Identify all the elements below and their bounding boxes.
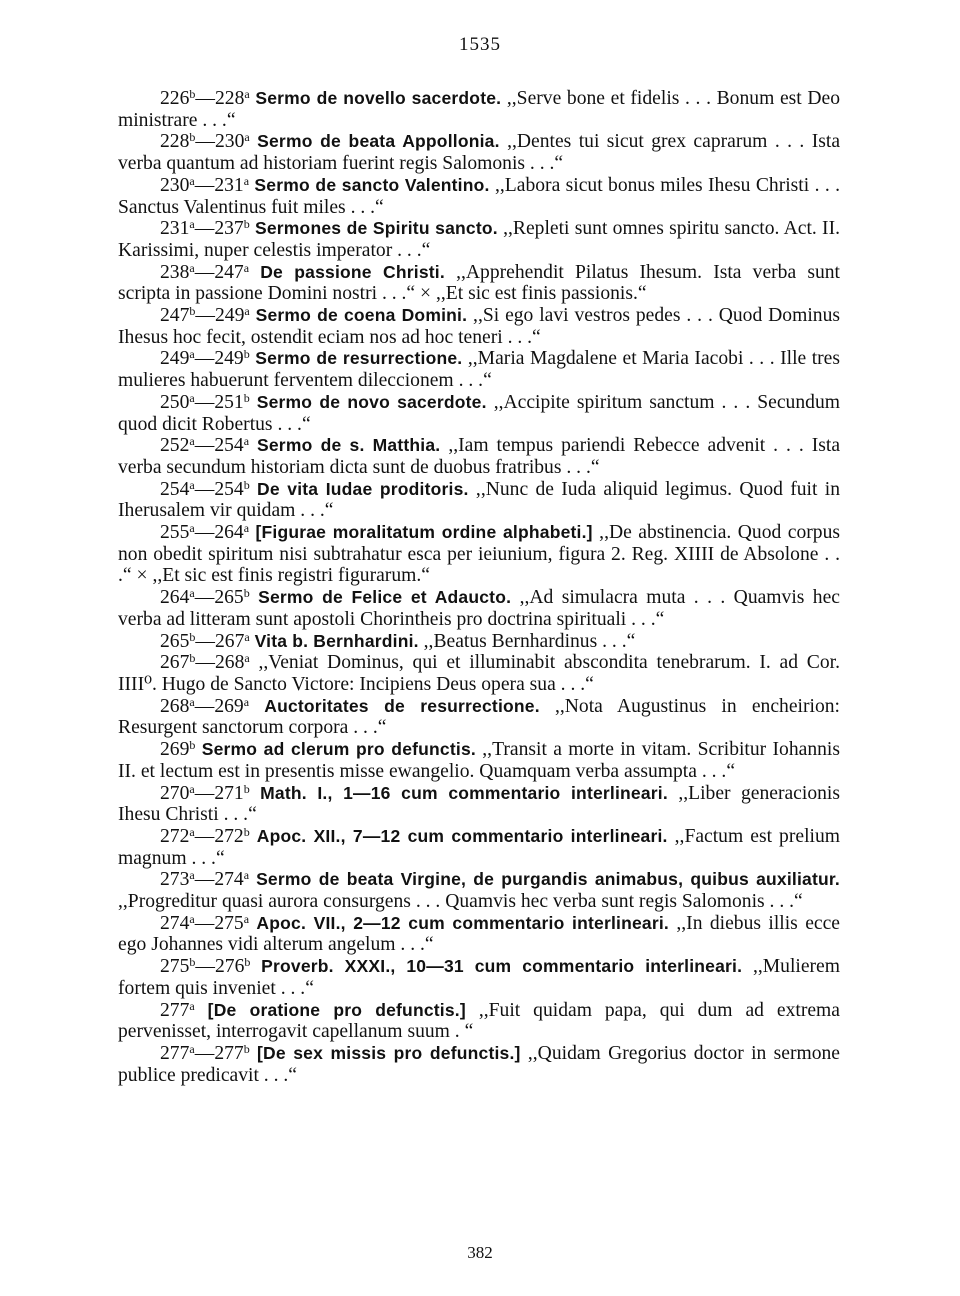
folio-range: 264$^a$—265$^b$ <box>160 586 250 609</box>
folio-number: 272 <box>214 825 244 847</box>
folio-number: 254 <box>160 478 190 500</box>
folio-range: 250$^a$—251$^b$ <box>160 390 250 413</box>
entry-title: De passione Christi. <box>260 261 445 282</box>
folio-range: 273$^a$—274$^a$ <box>160 868 250 891</box>
catalog-entry <box>118 587 840 630</box>
entry-incipit: ,,Iam tempus pariendi Rebecce advenit . . . Ista verba secundum historiam dicta sunt de duobus fratribus . . .“ <box>118 435 841 478</box>
entry-incipit: ,,Accipite spiritum sanctum . . . Secundum quod dicit Robertus . . .“ <box>118 391 840 435</box>
entry-title: [Figurae moralitatum ordine alphabeti.] <box>255 522 593 543</box>
folio-side: b <box>243 1041 250 1056</box>
folio-side: b <box>243 586 250 601</box>
entry-incipit: ,,Transit a morte in vitam. Scribitur Iohannis II. et lectum est in presentis misse ewangelio. Quamquam verba assumpta . . .“ <box>118 739 840 782</box>
folio-number: 273 <box>160 869 190 891</box>
entry-title: Sermo de novello sacerdote. <box>255 88 502 108</box>
folio-range: 231$^a$—237$^b$ <box>160 217 250 240</box>
folio-number: 268 <box>214 652 245 674</box>
catalog-entry <box>118 739 840 782</box>
catalog-entry <box>118 869 840 912</box>
entry-title: Apoc. VII., 2—12 cum commentario interlineari. <box>256 912 669 933</box>
folio-side: b <box>243 217 250 232</box>
folio-number: 267 <box>214 630 245 652</box>
folio-range: 247$^b$—249$^a$ <box>160 304 250 327</box>
folio-side: a <box>189 998 195 1013</box>
entry-incipit: ,,Apprehendit Pilatus Ihesum. Ista verba sunt scripta in passione Domini nostri . . .“ × ,,Et sic est finis passionis.“ <box>118 261 840 305</box>
catalog-entry <box>118 913 840 956</box>
folio-number: 264 <box>214 522 244 544</box>
entry-incipit: ,,Serve bone et fidelis . . . Bonum est Deo ministrare . . .“ <box>118 88 840 131</box>
folio-side: a <box>244 629 250 644</box>
folio-number: 274 <box>160 912 190 934</box>
entry-incipit: ,,Liber generacionis Ihesu Christi . . .“ <box>118 782 840 826</box>
folio-side: a <box>244 130 250 145</box>
entry-incipit: ,,Labora sicut bonus miles Ihesu Christi . . . Sanctus Valentinus fuit miles . . .“ <box>118 174 841 218</box>
folio-number: 269 <box>160 739 190 761</box>
catalog-entry <box>118 631 840 653</box>
catalog-entry <box>118 88 840 131</box>
folio-side: b <box>243 347 250 362</box>
folio-side: a <box>189 781 195 796</box>
folio-side: a <box>189 477 195 492</box>
folio-range: 226$^b$—228$^a$ <box>160 87 250 109</box>
folio-side: a <box>243 434 250 449</box>
catalog-entry <box>118 652 840 695</box>
folio-range: 270$^a$—271$^b$ <box>160 781 250 804</box>
entry-title: Apoc. XII., 7—12 cum commentario interlineari. <box>256 825 668 846</box>
entry-incipit: ,,Si ego lavi vestros pedes . . . Quod Dominus Ihesus hoc fecit, ostendit eciam nos ad hoc teneri . . .“ <box>118 305 840 348</box>
folio-side: a <box>243 521 250 536</box>
folio-number: 231 <box>160 218 190 240</box>
folio-number: 267 <box>160 652 190 674</box>
catalog-entry <box>118 1000 840 1043</box>
folio-number: 254 <box>214 435 244 457</box>
entry-title: Sermo de novo sacerdote. <box>256 391 487 412</box>
folio-number: 251 <box>214 391 244 413</box>
folio-side: a <box>244 304 250 319</box>
catalog-entry <box>118 218 840 261</box>
folio-number: 249 <box>214 305 245 327</box>
catalog-entry <box>118 435 840 478</box>
entry-title: Proverb. XXXI., 10—31 cum commentario interlineari. <box>261 956 743 977</box>
folio-number: 247 <box>160 305 190 327</box>
folio-number: 249 <box>214 348 244 370</box>
entry-title: Sermo de resurrectione. <box>255 348 463 369</box>
folio-range: 252$^a$—254$^a$ <box>160 434 250 457</box>
folio-number: 230 <box>160 174 190 196</box>
folio-number: 265 <box>214 587 244 609</box>
folio-range: 268$^a$—269$^a$ <box>160 694 250 717</box>
folio-side: a <box>189 173 195 188</box>
entry-title: De vita Iudae proditoris. <box>257 478 469 499</box>
folio-side: b <box>189 130 196 145</box>
catalog-entry <box>118 175 840 218</box>
folio-number: 277 <box>160 1042 190 1064</box>
folio-range: 255$^a$—264$^a$ <box>160 521 250 544</box>
catalog-entry <box>118 262 840 305</box>
folio-range: 249$^a$—249$^b$ <box>160 347 250 370</box>
folio-side: a <box>189 521 195 536</box>
folio-side: b <box>189 651 196 666</box>
entry-incipit: ,,Progreditur quasi aurora consurgens . . . Quamvis hec verba sunt regis Salomonis . . .“ <box>118 891 803 913</box>
entry-title: Sermo de beata Appollonia. <box>257 131 500 152</box>
folio-side: b <box>243 477 250 492</box>
folio-side: a <box>189 347 195 362</box>
folio-side: a <box>243 911 250 926</box>
folio-number: 249 <box>160 348 190 370</box>
folio-number: 228 <box>160 131 190 153</box>
folio-number: 271 <box>214 782 244 804</box>
entry-incipit: ,,De abstinencia. Quod corpus non obedit spiritum nisi subtrahatur esca per ieiunium, figura 2. Reg. XIIII de Absolone . . .“ × ,,Et sic est finis registri figurarum.“ <box>118 522 840 587</box>
catalog-entries <box>118 88 840 1086</box>
folio-range: 267$^b$—268$^a$ <box>160 651 250 674</box>
entry-title: Auctoritates de resurrectione. <box>264 695 540 716</box>
folio-side: a <box>243 173 250 188</box>
folio-number: 238 <box>160 261 190 283</box>
folio-side: b <box>189 629 196 644</box>
folio-side: a <box>189 1041 195 1056</box>
folio-side: b <box>243 781 250 796</box>
folio-range: 275$^b$—276$^b$ <box>160 955 251 978</box>
folio-side: a <box>243 260 250 275</box>
folio-range: 228$^b$—230$^a$ <box>160 130 250 153</box>
folio-side: a <box>243 868 250 883</box>
catalog-entry <box>118 783 840 826</box>
folio-side: b <box>189 738 196 753</box>
entry-incipit: ,,In diebus illis ecce ego Johannes vidi alterum angelum . . .“ <box>118 912 840 956</box>
folio-range: 265$^b$—267$^a$ <box>160 629 250 652</box>
entry-title: Sermo ad clerum pro defunctis. <box>201 739 476 760</box>
folio-side: b <box>189 304 196 319</box>
entry-incipit: ,,Fuit quidam papa, qui dum ad extrema pervenisset, interrogavit capellanum suum . “ <box>118 999 840 1043</box>
entry-incipit: ,,Maria Magdalene et Maria Iacobi . . . Ille tres mulieres habuerunt ferventem dileccionem . . .“ <box>118 348 841 392</box>
catalog-entry <box>118 348 840 391</box>
entry-incipit: ,,Nunc de Iuda aliquid legimus. Quod fuit in Iherusalem vir quidam . . .“ <box>118 478 840 522</box>
entry-incipit: ,,Dentes tui sicut grex caprarum . . . Ista verba quantum ad historiam fuerint regis Salomonis . . .“ <box>118 131 841 175</box>
folio-range: 230$^a$—231$^a$ <box>160 173 250 196</box>
folio-side: b <box>244 955 251 970</box>
catalog-entry <box>118 305 840 348</box>
folio-number: 272 <box>160 825 190 847</box>
folio-side: a <box>189 260 195 275</box>
folio-side: a <box>244 651 250 666</box>
folio-side: a <box>244 87 250 101</box>
folio-number: 252 <box>160 435 190 457</box>
folio-number: 275 <box>214 912 244 934</box>
entry-title: [De sex missis pro defunctis.] <box>257 1042 521 1063</box>
folio-number: 268 <box>160 695 190 717</box>
folio-number: 274 <box>214 869 244 891</box>
folio-range: 272$^a$—272$^b$ <box>160 824 250 847</box>
catalog-entry <box>118 522 840 587</box>
folio-number: 237 <box>214 218 244 240</box>
catalog-entry <box>118 826 840 869</box>
folio-side: b <box>189 955 196 970</box>
catalog-entry <box>118 956 840 999</box>
entry-title: Vita b. Bernhardini. <box>254 630 419 651</box>
entry-incipit: ,,Factum est prelium magnum . . .“ <box>118 825 840 869</box>
entry-incipit: ,,Nota Augustinus in encheirion: Resurgent sanctorum corpora . . .“ <box>118 695 840 739</box>
folio-range: 254$^a$—254$^b$ <box>160 477 250 500</box>
entry-title: Sermo de s. Matthia. <box>257 435 441 456</box>
folio-side: a <box>189 911 195 926</box>
folio-number: 269 <box>214 695 244 717</box>
entry-incipit: ,,Beatus Bernhardinus . . .“ <box>423 630 636 652</box>
folio-side: a <box>189 434 195 449</box>
folio-side: a <box>189 586 195 601</box>
catalog-entry <box>118 696 840 739</box>
folio-number: 228 <box>214 88 245 109</box>
folio-number: 265 <box>160 630 190 652</box>
entry-incipit: ,,Ad simulacra muta . . . Quamvis hec verba ad litteram sunt apostoli Chorintheis pro doctrina spirituali . . .“ <box>118 587 840 630</box>
folio-number: 276 <box>214 956 245 978</box>
folio-number: 231 <box>214 174 244 196</box>
catalog-entry <box>118 392 840 435</box>
catalog-entry <box>118 1043 840 1086</box>
entry-incipit: ,,Mulierem fortem quis inveniet . . .“ <box>118 956 840 999</box>
folio-range: 277$^a$—277$^b$ <box>160 1041 250 1064</box>
entry-title: Sermo de beata Virgine, de purgandis animabus, quibus auxiliatur. <box>256 869 840 890</box>
folio-range <box>160 739 195 760</box>
folio-number: 230 <box>214 131 245 153</box>
folio-side: b <box>243 824 250 839</box>
folio-range: 238$^a$—247$^a$ <box>160 260 250 283</box>
entry-title: Sermo de coena Domini. <box>255 305 468 326</box>
folio-side: b <box>243 390 250 405</box>
folio-number: 255 <box>160 522 190 544</box>
folio-range <box>160 1000 195 1021</box>
entry-title: Sermo de Felice et Adaucto. <box>258 587 512 608</box>
entry-incipit: ,,Quidam Gregorius doctor in sermone publice predicavit . . .“ <box>118 1042 840 1086</box>
folio-range: 274$^a$—275$^a$ <box>160 911 250 934</box>
entry-title: Sermones de Spiritu sancto. <box>254 218 498 239</box>
folio-number: 250 <box>160 391 190 413</box>
entry-title: Sermo de sancto Valentino. <box>254 174 490 195</box>
folio-side: a <box>189 824 195 839</box>
folio-number: 270 <box>160 782 190 804</box>
folio-number: 264 <box>160 587 190 609</box>
entry-incipit: ,,Veniat Dominus, qui et illuminabit abscondita tenebrarum. I. ad Cor. IIII⁰. Hugo de Sancto Victore: Incipiens Deus opera sua . . .“ <box>118 652 840 695</box>
page-header-number: 1535 <box>459 34 501 55</box>
catalog-entry <box>118 131 840 174</box>
folio-number: 277 <box>160 999 190 1021</box>
folio-side: a <box>189 868 195 883</box>
folio-number: 275 <box>160 956 190 978</box>
folio-side: b <box>189 87 196 101</box>
entry-incipit: ,,Repleti sunt omnes spiritu sancto. Act. II. Karissimi, nuper celestis imperator . . .“ <box>118 218 840 261</box>
folio-number: 254 <box>214 478 244 500</box>
folio-side: a <box>189 694 195 709</box>
folio-side: a <box>189 390 195 405</box>
folio-number: 247 <box>214 261 244 283</box>
folio-side: a <box>189 217 195 232</box>
page-footer-number: 382 <box>467 1243 493 1262</box>
folio-number: 226 <box>160 88 190 109</box>
folio-side: a <box>243 694 250 709</box>
folio-number: 277 <box>214 1042 244 1064</box>
catalog-entry <box>118 479 840 522</box>
entry-title: [De oratione pro defunctis.] <box>207 999 466 1020</box>
entry-title: Math. I., 1—16 cum commentario interlineari. <box>260 782 668 803</box>
